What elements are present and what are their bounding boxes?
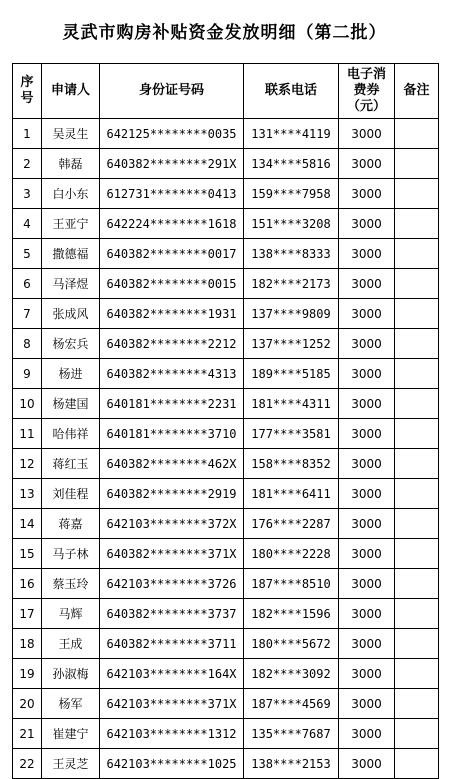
cell-id-number: 642103********164X: [100, 659, 244, 689]
cell-applicant: 王亚宁: [42, 209, 100, 239]
cell-applicant: 蒋嘉: [42, 509, 100, 539]
cell-id-number: 642103********372X: [100, 509, 244, 539]
table-row: [13, 389, 439, 419]
cell-id-number: 642103********1025: [100, 749, 244, 779]
cell-remark: [395, 749, 439, 779]
cell-applicant: 白小东: [42, 179, 100, 209]
cell-id-number: 640382********3737: [100, 599, 244, 629]
cell-seq: 8: [13, 329, 42, 359]
table-row: [13, 299, 439, 329]
cell-remark: [395, 209, 439, 239]
table-row: [13, 689, 439, 719]
table-row: [13, 209, 439, 239]
cell-remark: [395, 179, 439, 209]
cell-id-number: 640382********0015: [100, 269, 244, 299]
cell-seq: 1: [13, 119, 42, 149]
cell-id-number: 640382********371X: [100, 539, 244, 569]
cell-voucher-amount: 3000: [339, 179, 395, 209]
cell-phone: 137****9809: [244, 299, 339, 329]
cell-remark: [395, 689, 439, 719]
table-row: [13, 539, 439, 569]
cell-phone: 137****1252: [244, 329, 339, 359]
cell-voucher-amount: 3000: [339, 239, 395, 269]
cell-seq: 15: [13, 539, 42, 569]
cell-applicant: 马辉: [42, 599, 100, 629]
cell-voucher-amount: 3000: [339, 149, 395, 179]
cell-id-number: 642103********3726: [100, 569, 244, 599]
cell-phone: 134****5816: [244, 149, 339, 179]
cell-applicant: 撒德福: [42, 239, 100, 269]
cell-phone: 180****5672: [244, 629, 339, 659]
subsidy-table: [12, 63, 439, 779]
cell-id-number: 640181********2231: [100, 389, 244, 419]
table-row: [13, 749, 439, 779]
cell-applicant: 蒋红玉: [42, 449, 100, 479]
cell-remark: [395, 599, 439, 629]
cell-phone: 187****4569: [244, 689, 339, 719]
cell-remark: [395, 509, 439, 539]
cell-phone: 181****4311: [244, 389, 339, 419]
cell-remark: [395, 659, 439, 689]
cell-id-number: 640382********0017: [100, 239, 244, 269]
table-row: [13, 599, 439, 629]
cell-phone: 180****2228: [244, 539, 339, 569]
table-row: [13, 659, 439, 689]
header-seq: 序号: [13, 64, 42, 119]
cell-id-number: 642103********371X: [100, 689, 244, 719]
cell-seq: 18: [13, 629, 42, 659]
cell-seq: 7: [13, 299, 42, 329]
cell-phone: 182****2173: [244, 269, 339, 299]
cell-id-number: 640382********1931: [100, 299, 244, 329]
cell-applicant: 王成: [42, 629, 100, 659]
cell-phone: 159****7958: [244, 179, 339, 209]
cell-voucher-amount: 3000: [339, 119, 395, 149]
cell-applicant: 杨军: [42, 689, 100, 719]
cell-remark: [395, 449, 439, 479]
document-title: 灵武市购房补贴资金发放明细（第二批）: [62, 23, 387, 43]
table-row: [13, 149, 439, 179]
cell-seq: 5: [13, 239, 42, 269]
cell-applicant: 杨建国: [42, 389, 100, 419]
cell-voucher-amount: 3000: [339, 479, 395, 509]
cell-seq: 10: [13, 389, 42, 419]
cell-applicant: 杨宏兵: [42, 329, 100, 359]
table-row: [13, 449, 439, 479]
cell-phone: 176****2287: [244, 509, 339, 539]
cell-applicant: 王灵芝: [42, 749, 100, 779]
cell-phone: 182****3092: [244, 659, 339, 689]
cell-remark: [395, 329, 439, 359]
header-id-number: 身份证号码: [100, 64, 244, 119]
cell-voucher-amount: 3000: [339, 419, 395, 449]
cell-remark: [395, 539, 439, 569]
cell-seq: 13: [13, 479, 42, 509]
cell-remark: [395, 389, 439, 419]
table-header-row: [13, 64, 439, 119]
cell-phone: 138****2153: [244, 749, 339, 779]
cell-seq: 2: [13, 149, 42, 179]
cell-phone: 135****7687: [244, 719, 339, 749]
cell-seq: 22: [13, 749, 42, 779]
cell-seq: 3: [13, 179, 42, 209]
header-phone: 联系电话: [244, 64, 339, 119]
cell-phone: 138****8333: [244, 239, 339, 269]
cell-phone: 151****3208: [244, 209, 339, 239]
cell-phone: 189****5185: [244, 359, 339, 389]
table-row: [13, 479, 439, 509]
cell-remark: [395, 629, 439, 659]
cell-seq: 20: [13, 689, 42, 719]
cell-voucher-amount: 3000: [339, 569, 395, 599]
cell-seq: 9: [13, 359, 42, 389]
cell-voucher-amount: 3000: [339, 509, 395, 539]
cell-seq: 11: [13, 419, 42, 449]
cell-id-number: 642103********1312: [100, 719, 244, 749]
cell-remark: [395, 239, 439, 269]
cell-voucher-amount: 3000: [339, 269, 395, 299]
cell-phone: 177****3581: [244, 419, 339, 449]
cell-seq: 12: [13, 449, 42, 479]
cell-applicant: 马泽煜: [42, 269, 100, 299]
cell-id-number: 642125********0035: [100, 119, 244, 149]
cell-seq: 4: [13, 209, 42, 239]
cell-applicant: 蔡玉玲: [42, 569, 100, 599]
cell-id-number: 640382********4313: [100, 359, 244, 389]
cell-remark: [395, 119, 439, 149]
cell-voucher-amount: 3000: [339, 539, 395, 569]
cell-remark: [395, 569, 439, 599]
cell-applicant: 刘佳程: [42, 479, 100, 509]
cell-voucher-amount: 3000: [339, 599, 395, 629]
cell-remark: [395, 269, 439, 299]
cell-voucher-amount: 3000: [339, 209, 395, 239]
cell-id-number: 640382********291X: [100, 149, 244, 179]
cell-phone: 182****1596: [244, 599, 339, 629]
cell-id-number: 642224********1618: [100, 209, 244, 239]
cell-phone: 187****8510: [244, 569, 339, 599]
cell-id-number: 612731********0413: [100, 179, 244, 209]
table-row: [13, 719, 439, 749]
cell-applicant: 马子林: [42, 539, 100, 569]
cell-remark: [395, 419, 439, 449]
header-applicant: 申请人: [42, 64, 100, 119]
cell-voucher-amount: 3000: [339, 749, 395, 779]
cell-phone: 158****8352: [244, 449, 339, 479]
header-voucher: 电子消费券（元）: [339, 64, 395, 119]
cell-seq: 17: [13, 599, 42, 629]
table-row: [13, 179, 439, 209]
cell-voucher-amount: 3000: [339, 359, 395, 389]
cell-voucher-amount: 3000: [339, 689, 395, 719]
table-row: [13, 269, 439, 299]
header-remark: 备注: [395, 64, 439, 119]
cell-applicant: 孙淑梅: [42, 659, 100, 689]
cell-id-number: 640382********462X: [100, 449, 244, 479]
cell-voucher-amount: 3000: [339, 659, 395, 689]
cell-seq: 6: [13, 269, 42, 299]
cell-id-number: 640181********3710: [100, 419, 244, 449]
cell-remark: [395, 479, 439, 509]
cell-applicant: 吴灵生: [42, 119, 100, 149]
cell-phone: 181****6411: [244, 479, 339, 509]
table-row: [13, 329, 439, 359]
table-row: [13, 419, 439, 449]
cell-id-number: 640382********2212: [100, 329, 244, 359]
cell-remark: [395, 149, 439, 179]
table-row: [13, 509, 439, 539]
table-row: [13, 119, 439, 149]
cell-remark: [395, 299, 439, 329]
table-row: [13, 359, 439, 389]
cell-remark: [395, 719, 439, 749]
cell-voucher-amount: 3000: [339, 719, 395, 749]
cell-id-number: 640382********2919: [100, 479, 244, 509]
table-row: [13, 569, 439, 599]
cell-applicant: 韩磊: [42, 149, 100, 179]
cell-voucher-amount: 3000: [339, 299, 395, 329]
cell-voucher-amount: 3000: [339, 449, 395, 479]
cell-remark: [395, 359, 439, 389]
cell-applicant: 哈伟祥: [42, 419, 100, 449]
table-row: [13, 239, 439, 269]
cell-applicant: 杨进: [42, 359, 100, 389]
cell-applicant: 崔建宁: [42, 719, 100, 749]
cell-seq: 14: [13, 509, 42, 539]
cell-phone: 131****4119: [244, 119, 339, 149]
cell-id-number: 640382********3711: [100, 629, 244, 659]
cell-voucher-amount: 3000: [339, 389, 395, 419]
cell-applicant: 张成风: [42, 299, 100, 329]
cell-seq: 21: [13, 719, 42, 749]
cell-voucher-amount: 3000: [339, 629, 395, 659]
cell-voucher-amount: 3000: [339, 329, 395, 359]
table-row: [13, 629, 439, 659]
cell-seq: 16: [13, 569, 42, 599]
cell-seq: 19: [13, 659, 42, 689]
